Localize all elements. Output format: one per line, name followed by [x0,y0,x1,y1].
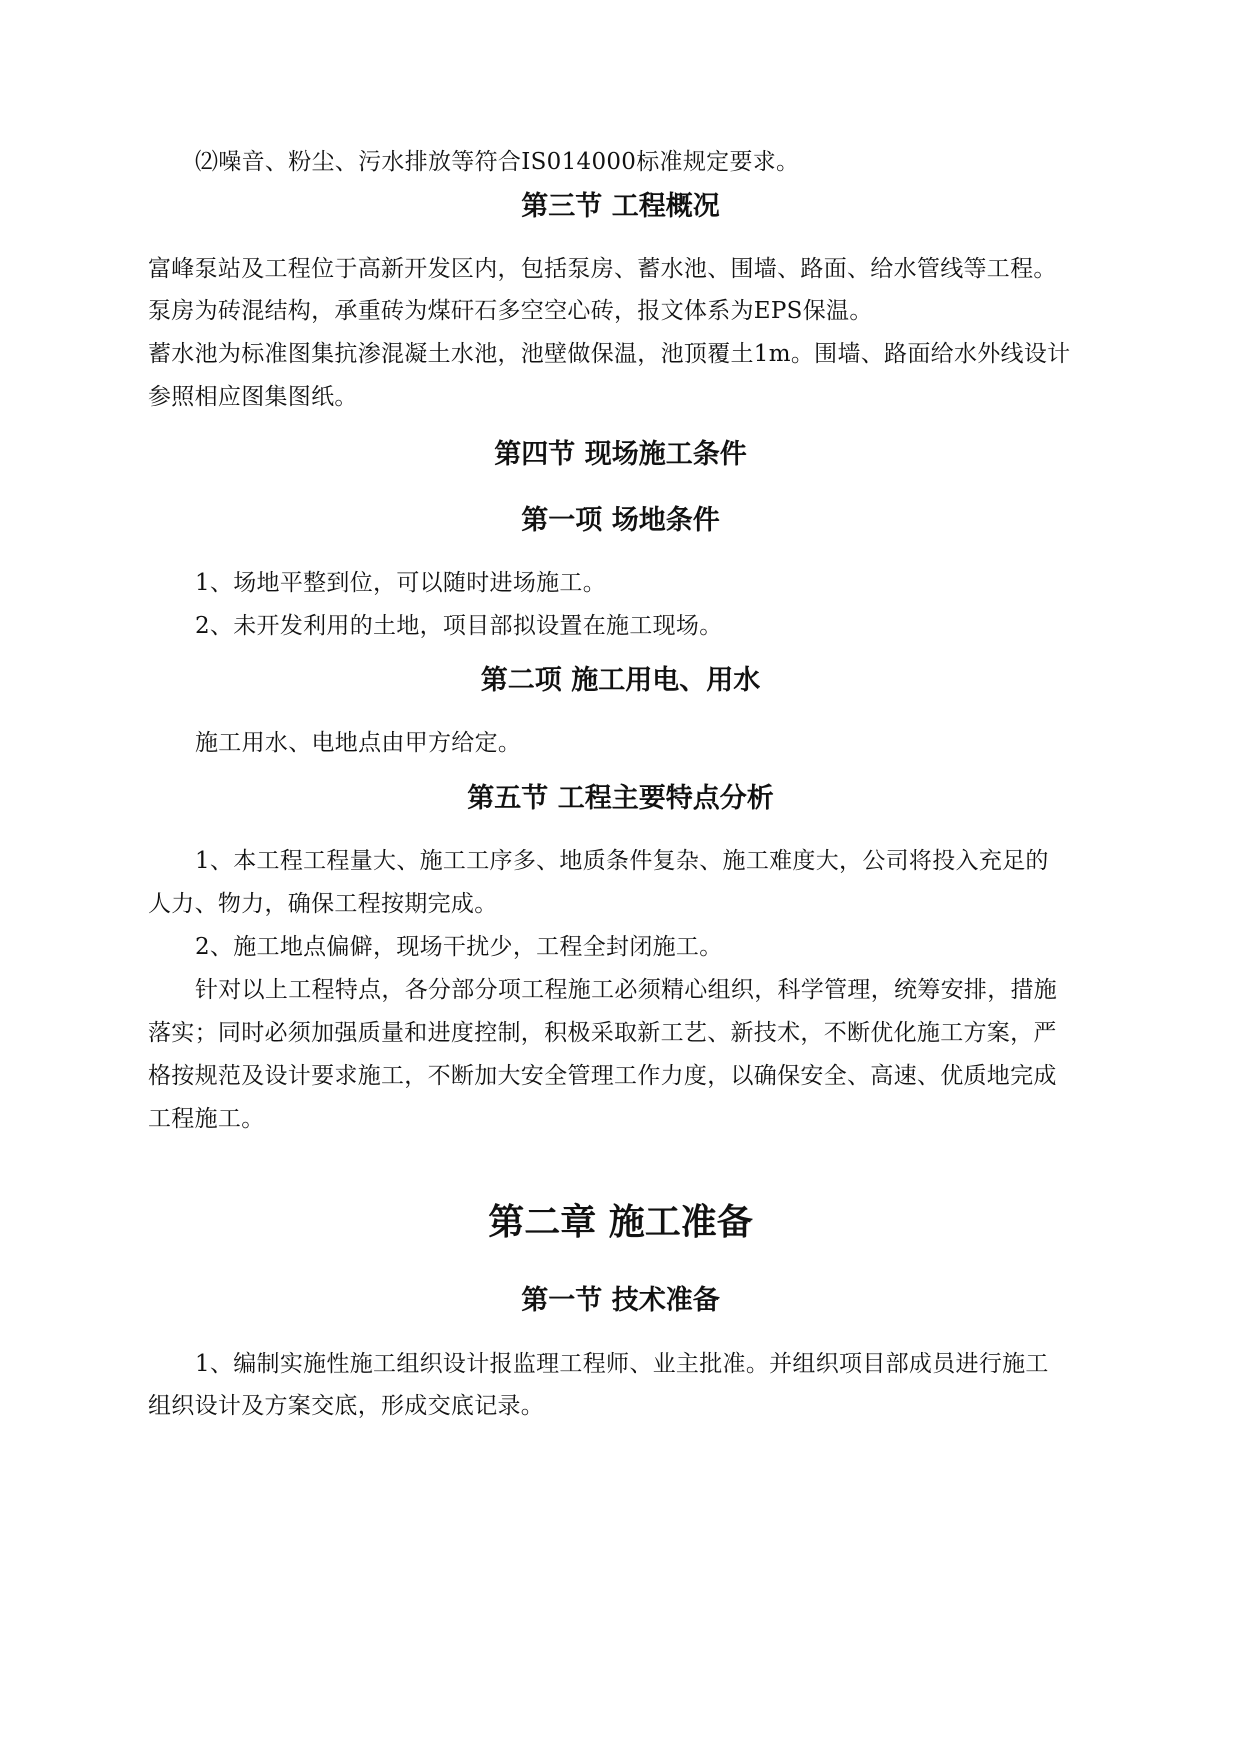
paragraph-line: 工程施工。 [148,1106,265,1132]
paragraph-line: 2、施工地点偏僻，现场干扰少，工程全封闭施工。 [195,934,723,960]
paragraph-line: 1、本工程工程量大、施工工序多、地质条件复杂、施工难度大，公司将投入充足的 [195,848,1049,874]
list-item: ⑵噪音、粉尘、污水排放等符合IS014000标准规定要求。 [195,149,800,175]
paragraph-line: 组织设计及方案交底，形成交底记录。 [148,1393,545,1419]
list-item: 2、未开发利用的土地，项目部拟设置在施工现场。 [195,613,723,639]
subsection-heading: 第二项 施工用电、用水 [480,665,761,696]
paragraph-line: 蓄水池为标准图集抗渗混凝土水池，池壁做保温，池顶覆土1m。围墙、路面给水外线设计 [148,341,1071,367]
paragraph-line: 落实；同时必须加强质量和进度控制，积极采取新工艺、新技术，不断优化施工方案，严 [148,1020,1057,1046]
paragraph-line: 1、编制实施性施工组织设计报监理工程师、业主批准。并组织项目部成员进行施工 [195,1351,1049,1377]
section-heading: 第三节 工程概况 [521,191,720,222]
list-item: 1、场地平整到位，可以随时进场施工。 [195,570,607,596]
paragraph-line: 人力、物力，确保工程按期完成。 [148,891,498,917]
paragraph-line: 参照相应图集图纸。 [148,384,358,410]
paragraph-line: 针对以上工程特点，各分部分项工程施工必须精心组织，科学管理，统筹安排，措施 [195,977,1058,1003]
paragraph-line: 施工用水、电地点由甲方给定。 [195,730,522,756]
chapter-heading: 第二章 施工准备 [488,1201,753,1243]
paragraph-line: 富峰泵站及工程位于高新开发区内，包括泵房、蓄水池、围墙、路面、给水管线等工程。 [148,256,1057,282]
section-heading: 第一节 技术准备 [521,1285,720,1316]
section-heading: 第五节 工程主要特点分析 [467,783,774,814]
section-heading: 第四节 现场施工条件 [494,439,747,470]
paragraph-line: 泵房为砖混结构，承重砖为煤矸石多空空心砖，报文体系为EPS保温。 [148,298,873,324]
subsection-heading: 第一项 场地条件 [521,505,720,536]
paragraph-line: 格按规范及设计要求施工，不断加大安全管理工作力度，以确保安全、高速、优质地完成 [148,1063,1057,1089]
